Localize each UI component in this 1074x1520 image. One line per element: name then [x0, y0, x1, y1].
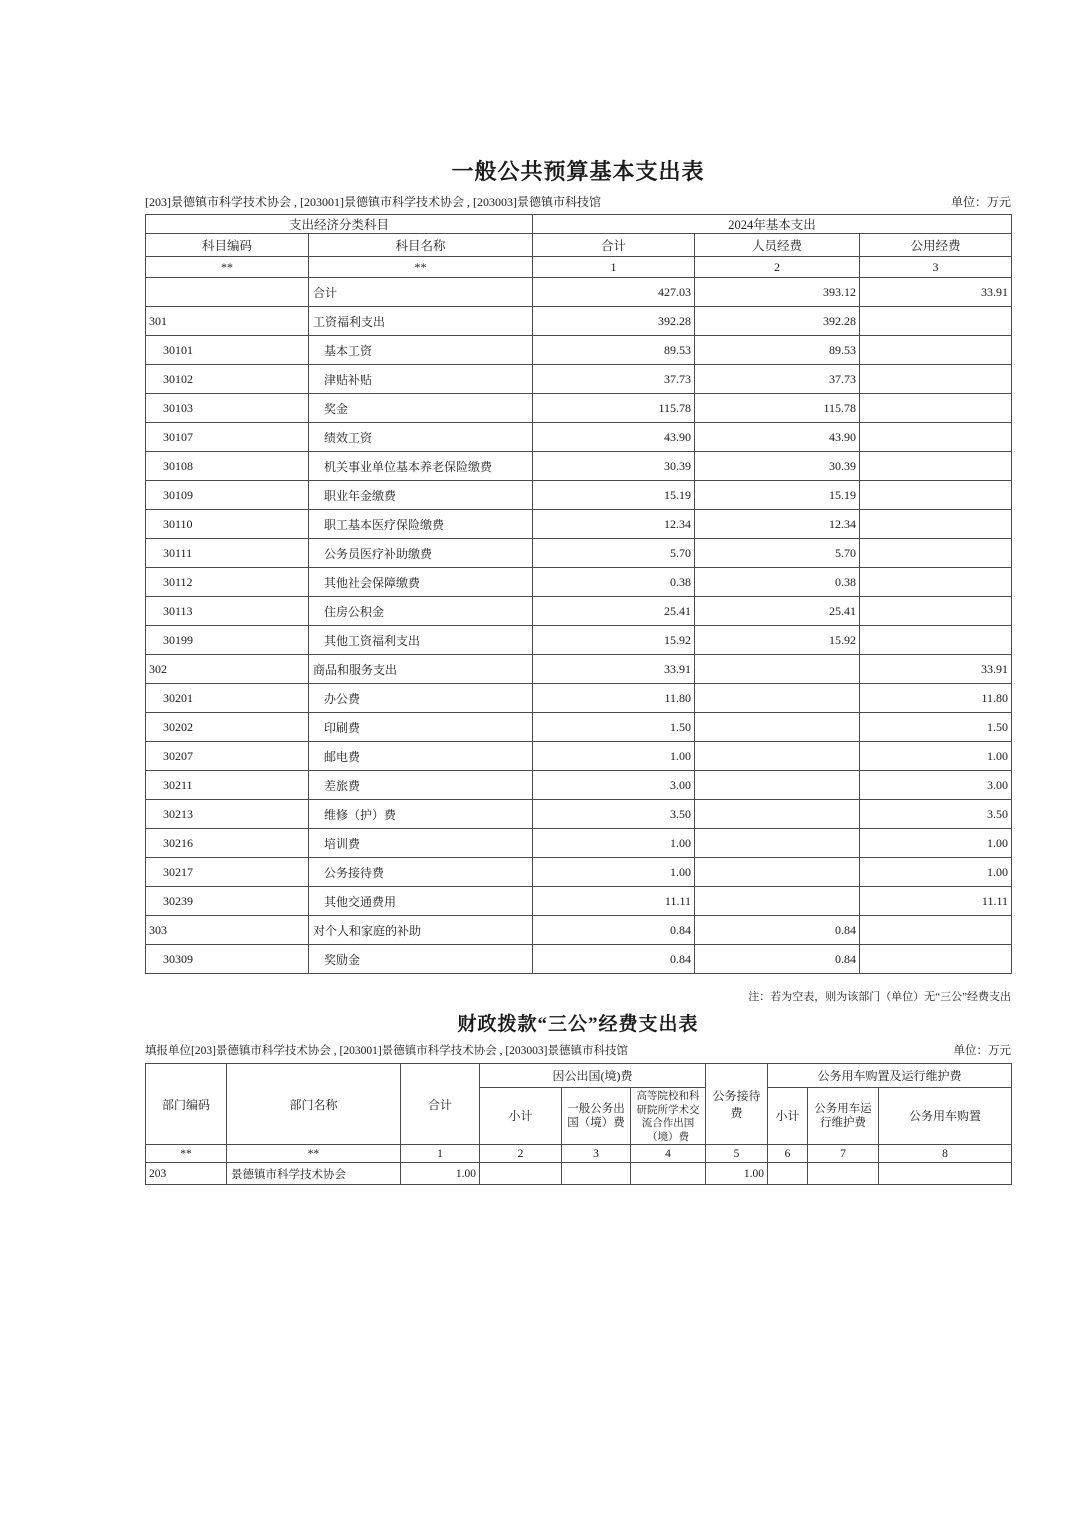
cell-subject-code: 30103: [146, 394, 309, 423]
column-header-vehicle-maintenance: 公务用车运行维护费: [808, 1088, 879, 1145]
cell-personnel: 392.28: [695, 307, 860, 336]
cell-subject-code: 30110: [146, 510, 309, 539]
cell-total: 11.11: [533, 887, 695, 916]
basic-expenditure-table: [145, 214, 1012, 974]
cell-dept-code: 203: [146, 1163, 227, 1185]
cell-personnel: [695, 829, 860, 858]
cell-public: 1.00: [860, 858, 1012, 887]
column-number: 5: [706, 1145, 768, 1163]
cell-personnel: 15.92: [695, 626, 860, 655]
cell-subject-name: 培训费: [309, 829, 533, 858]
column-header-reception: 公务接待费: [706, 1064, 768, 1145]
table-row: [146, 365, 1012, 394]
column-number: 4: [631, 1145, 706, 1163]
cell-subject-code: 302: [146, 655, 309, 684]
cell-subject-name: 住房公积金: [309, 597, 533, 626]
cell-subject-name: 差旅费: [309, 771, 533, 800]
cell-public: 11.80: [860, 684, 1012, 713]
cell-public: [860, 510, 1012, 539]
cell-subject-code: 30108: [146, 452, 309, 481]
cell-subject-code: 30101: [146, 336, 309, 365]
cell-personnel: [695, 684, 860, 713]
column-header-abroad-general: 一般公务出国（境）费: [562, 1088, 631, 1145]
table-row: [146, 452, 1012, 481]
cell-subject-name: 维修（护）费: [309, 800, 533, 829]
cell-total: 33.91: [533, 655, 695, 684]
column-number: 1: [401, 1145, 480, 1163]
table-row: [146, 1163, 1012, 1185]
cell-total: 1.00: [533, 829, 695, 858]
cell-subject-code: 30213: [146, 800, 309, 829]
cell-public: [860, 336, 1012, 365]
cell-subject-code: 30107: [146, 423, 309, 452]
column-number: 6: [768, 1145, 808, 1163]
cell-public: 33.91: [860, 278, 1012, 307]
table2-meta-row: [145, 1043, 1011, 1059]
cell-total: 1.50: [533, 713, 695, 742]
table-row: [146, 597, 1012, 626]
cell-subject-code: 303: [146, 916, 309, 945]
cell-subject-code: 30217: [146, 858, 309, 887]
cell-personnel: 5.70: [695, 539, 860, 568]
cell-public: [860, 423, 1012, 452]
cell-total: 15.19: [533, 481, 695, 510]
table-row: [146, 394, 1012, 423]
cell-public: [860, 394, 1012, 423]
cell-subject-code: 30113: [146, 597, 309, 626]
table1-unit-label: 单位：万元: [950, 195, 1011, 209]
cell-public: 33.91: [860, 655, 1012, 684]
table1-org-line: [203]景德镇市科学技术协会 , [203001]景德镇市科学技术协会 , [203003]景德镇市科技馆: [145, 195, 601, 209]
table-row: [146, 539, 1012, 568]
column-number: 2: [480, 1145, 562, 1163]
cell-subject-code: 30207: [146, 742, 309, 771]
column-header-subject-name: 科目名称: [309, 234, 533, 257]
cell-total: 11.80: [533, 684, 695, 713]
cell-reception: 1.00: [706, 1163, 768, 1185]
header-group-row: [146, 215, 1012, 234]
cell-total: 3.50: [533, 800, 695, 829]
cell-personnel: [695, 887, 860, 916]
cell-public: [860, 481, 1012, 510]
table2-org-line: 填报单位[203]景德镇市科学技术协会 , [203001]景德镇市科学技术协会 , [203003]景德镇市科技馆: [145, 1045, 628, 1057]
column-star: **: [146, 1145, 227, 1163]
basic-expenditure-table-title: 一般公共预算基本支出表: [451, 159, 705, 184]
basic-expenditure-table-body: [146, 278, 1012, 974]
group-header-vehicle: 公务用车购置及运行维护费: [768, 1064, 1012, 1088]
header-columns-row: [146, 234, 1012, 257]
cell-total: 5.70: [533, 539, 695, 568]
table-row: [146, 945, 1012, 974]
cell-public: [860, 945, 1012, 974]
cell-personnel: [695, 858, 860, 887]
cell-personnel: 15.19: [695, 481, 860, 510]
three-public-note: 注：若为空表，则为该部门（单位）无“三公”经费支出: [748, 991, 1011, 1003]
cell-subject-code: 30216: [146, 829, 309, 858]
table-row: [146, 916, 1012, 945]
cell-vehicle-subtotal: [768, 1163, 808, 1185]
table-row: [146, 829, 1012, 858]
cell-total: 43.90: [533, 423, 695, 452]
three-public-expense-table: [145, 1063, 1012, 1185]
cell-personnel: 37.73: [695, 365, 860, 394]
column-header-abroad-subtotal: 小计: [480, 1088, 562, 1145]
cell-subject-name: 其他交通费用: [309, 887, 533, 916]
cell-subject-name: 印刷费: [309, 713, 533, 742]
cell-subject-name: 对个人和家庭的补助: [309, 916, 533, 945]
cell-personnel: 0.84: [695, 916, 860, 945]
cell-public: 1.50: [860, 713, 1012, 742]
cell-total: 15.92: [533, 626, 695, 655]
column-header-vehicle-subtotal: 小计: [768, 1088, 808, 1145]
table-row: [146, 336, 1012, 365]
cell-abroad-general: [562, 1163, 631, 1185]
cell-subject-name: 邮电费: [309, 742, 533, 771]
cell-subject-code: 30109: [146, 481, 309, 510]
table-row: [146, 684, 1012, 713]
cell-abroad-academic: [631, 1163, 706, 1185]
cell-subject-code: 30199: [146, 626, 309, 655]
column-star: **: [146, 257, 309, 278]
table1-meta-row: [145, 194, 1011, 210]
cell-personnel: [695, 800, 860, 829]
table-row: [146, 887, 1012, 916]
cell-subject-code: 30309: [146, 945, 309, 974]
cell-subject-name: 机关事业单位基本养老保险缴费: [309, 452, 533, 481]
cell-personnel: 25.41: [695, 597, 860, 626]
cell-subject-code: 30202: [146, 713, 309, 742]
cell-subject-name: 绩效工资: [309, 423, 533, 452]
table-row: [146, 481, 1012, 510]
cell-public: [860, 597, 1012, 626]
basic-expenditure-table-header: [146, 215, 1012, 278]
group-header-subject: 支出经济分类科目: [146, 215, 533, 234]
cell-abroad-subtotal: [480, 1163, 562, 1185]
table-row: [146, 307, 1012, 336]
cell-subject-name: 职工基本医疗保险缴费: [309, 510, 533, 539]
cell-total: 1.00: [533, 742, 695, 771]
cell-personnel: [695, 742, 860, 771]
cell-total: 1.00: [533, 858, 695, 887]
column-header-total: 合计: [533, 234, 695, 257]
column-header-dept-code: 部门编码: [146, 1064, 227, 1145]
table-row: [146, 858, 1012, 887]
column-number: 2: [695, 257, 860, 278]
cell-personnel: 115.78: [695, 394, 860, 423]
column-header-subject-code: 科目编码: [146, 234, 309, 257]
cell-public: [860, 365, 1012, 394]
document-page: [145, 0, 1011, 1185]
cell-subject-code: 301: [146, 307, 309, 336]
cell-total: 37.73: [533, 365, 695, 394]
table-row: [146, 655, 1012, 684]
cell-public: [860, 916, 1012, 945]
cell-subject-name: 奖金: [309, 394, 533, 423]
three-public-table-title: 财政拨款“三公”经费支出表: [457, 1014, 699, 1035]
cell-total: 0.84: [533, 945, 695, 974]
cell-total: 30.39: [533, 452, 695, 481]
cell-subject-name: 公务接待费: [309, 858, 533, 887]
cell-personnel: [695, 771, 860, 800]
cell-subject-code: 30201: [146, 684, 309, 713]
cell-subject-name: 其他社会保障缴费: [309, 568, 533, 597]
cell-total: 1.00: [401, 1163, 480, 1185]
column-number: 3: [860, 257, 1012, 278]
cell-public: 1.00: [860, 829, 1012, 858]
cell-dept-name: 景德镇市科学技术协会: [227, 1163, 401, 1185]
cell-total: 427.03: [533, 278, 695, 307]
group-header-abroad: 因公出国(境)费: [480, 1064, 706, 1088]
column-header-personnel: 人员经费: [695, 234, 860, 257]
header-numbers-row: [146, 1145, 1012, 1163]
cell-subject-code: 30239: [146, 887, 309, 916]
table-row: [146, 771, 1012, 800]
table-row: [146, 278, 1012, 307]
table-row: [146, 423, 1012, 452]
cell-total: 89.53: [533, 336, 695, 365]
cell-subject-name: 公务员医疗补助缴费: [309, 539, 533, 568]
cell-public: 3.50: [860, 800, 1012, 829]
column-header-abroad-academic: 高等院校和科研院所学术交流合作出国（境）费: [631, 1088, 706, 1145]
cell-personnel: 89.53: [695, 336, 860, 365]
table-row: [146, 626, 1012, 655]
column-number: 8: [879, 1145, 1012, 1163]
cell-subject-code: [146, 278, 309, 307]
column-header-total: 合计: [401, 1064, 480, 1145]
cell-subject-code: 30211: [146, 771, 309, 800]
cell-public: 1.00: [860, 742, 1012, 771]
header-numbers-row: [146, 257, 1012, 278]
table-row: [146, 568, 1012, 597]
cell-subject-name: 合计: [309, 278, 533, 307]
cell-personnel: 393.12: [695, 278, 860, 307]
table-row: [146, 742, 1012, 771]
cell-subject-code: 30111: [146, 539, 309, 568]
cell-subject-name: 商品和服务支出: [309, 655, 533, 684]
cell-personnel: [695, 713, 860, 742]
table-row: [146, 800, 1012, 829]
cell-subject-name: 职业年金缴费: [309, 481, 533, 510]
cell-total: 12.34: [533, 510, 695, 539]
cell-personnel: 30.39: [695, 452, 860, 481]
cell-total: 25.41: [533, 597, 695, 626]
cell-subject-name: 津贴补贴: [309, 365, 533, 394]
cell-personnel: 0.38: [695, 568, 860, 597]
cell-public: 3.00: [860, 771, 1012, 800]
cell-total: 3.00: [533, 771, 695, 800]
cell-subject-name: 奖励金: [309, 945, 533, 974]
cell-subject-name: 工资福利支出: [309, 307, 533, 336]
column-star: **: [309, 257, 533, 278]
cell-personnel: [695, 655, 860, 684]
header-group-row: [146, 1064, 1012, 1088]
column-number: 7: [808, 1145, 879, 1163]
cell-personnel: 12.34: [695, 510, 860, 539]
cell-public: [860, 307, 1012, 336]
column-header-vehicle-purchase: 公务用车购置: [879, 1088, 1012, 1145]
cell-public: [860, 626, 1012, 655]
table-row: [146, 510, 1012, 539]
cell-total: 0.38: [533, 568, 695, 597]
cell-public: [860, 452, 1012, 481]
cell-subject-name: 办公费: [309, 684, 533, 713]
cell-subject-name: 基本工资: [309, 336, 533, 365]
column-number: 1: [533, 257, 695, 278]
cell-total: 0.84: [533, 916, 695, 945]
table2-unit-label: 单位：万元: [953, 1045, 1011, 1057]
cell-subject-code: 30112: [146, 568, 309, 597]
cell-personnel: 43.90: [695, 423, 860, 452]
cell-vehicle-purchase: [879, 1163, 1012, 1185]
group-header-year: 2024年基本支出: [533, 215, 1012, 234]
cell-subject-code: 30102: [146, 365, 309, 394]
cell-total: 115.78: [533, 394, 695, 423]
cell-vehicle-maintenance: [808, 1163, 879, 1185]
cell-public: [860, 539, 1012, 568]
three-public-table-header: [146, 1064, 1012, 1163]
cell-public: 11.11: [860, 887, 1012, 916]
table-row: [146, 713, 1012, 742]
cell-total: 392.28: [533, 307, 695, 336]
cell-personnel: 0.84: [695, 945, 860, 974]
column-header-dept-name: 部门名称: [227, 1064, 401, 1145]
three-public-table-body: [146, 1163, 1012, 1185]
column-header-public: 公用经费: [860, 234, 1012, 257]
cell-public: [860, 568, 1012, 597]
column-star: **: [227, 1145, 401, 1163]
cell-subject-name: 其他工资福利支出: [309, 626, 533, 655]
column-number: 3: [562, 1145, 631, 1163]
